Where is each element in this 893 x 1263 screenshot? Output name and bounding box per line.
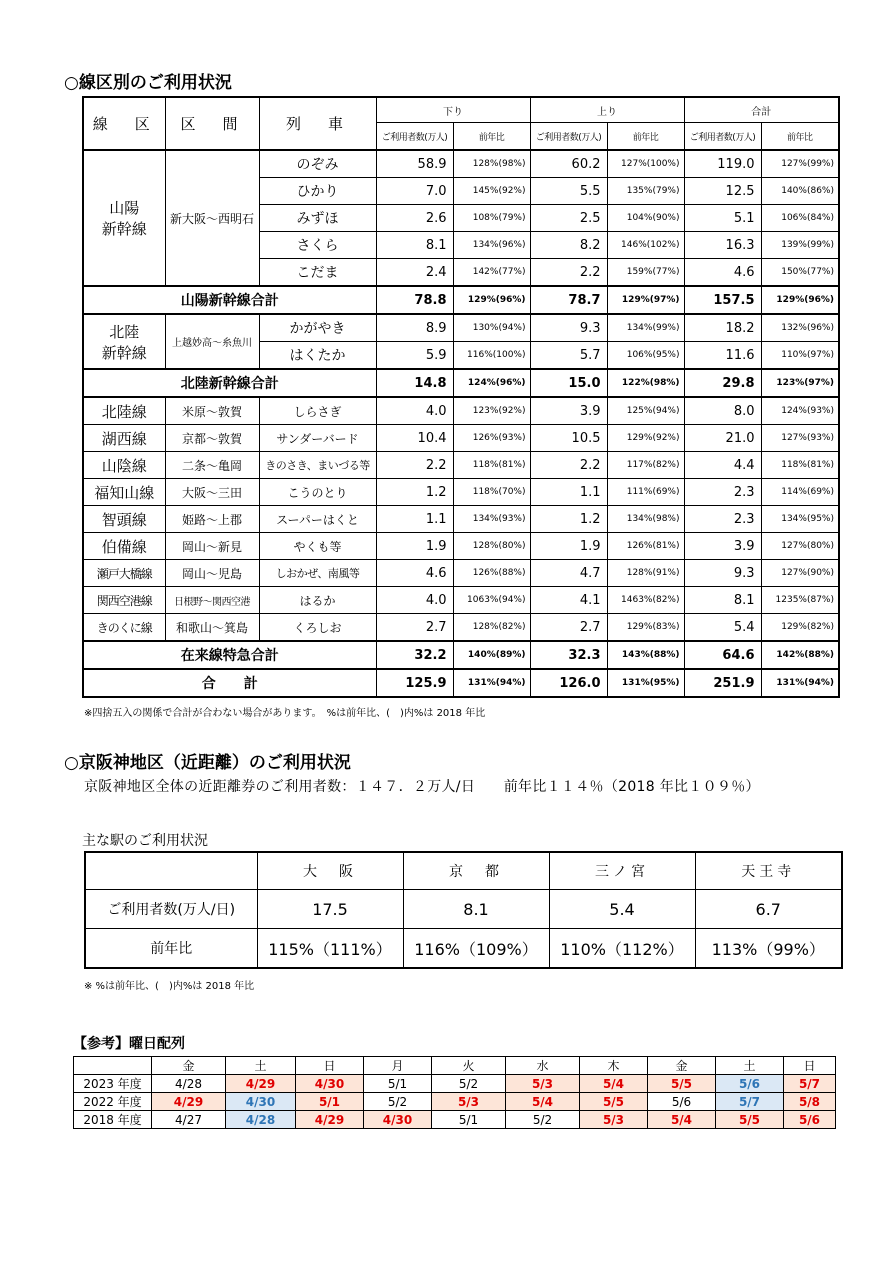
table-row bbox=[83, 560, 839, 587]
weekday-label: 土 bbox=[226, 1057, 296, 1075]
ratio-cell: 118%(81%) bbox=[761, 452, 839, 479]
date-cell: 4/29 bbox=[226, 1075, 296, 1093]
ratio-cell: 106%(95%) bbox=[607, 342, 684, 370]
station-usage-table bbox=[84, 851, 843, 969]
users-cell: 157.5 bbox=[684, 286, 761, 314]
ratio-cell: 134%(95%) bbox=[761, 506, 839, 533]
station-name: 三ノ宮 bbox=[549, 852, 695, 890]
table-row bbox=[83, 452, 839, 479]
header-ratio: 前年比 bbox=[761, 123, 839, 151]
users-cell: 3.9 bbox=[530, 397, 607, 425]
section2-note: ※ %は前年比、( )内%は 2018 年比 bbox=[84, 981, 255, 992]
station-ratio: 116%（109%） bbox=[403, 929, 549, 969]
train-name: はくたか bbox=[259, 342, 376, 370]
train-name: サンダーバード bbox=[259, 425, 376, 452]
users-cell: 21.0 bbox=[684, 425, 761, 452]
date-cell: 5/4 bbox=[506, 1093, 580, 1111]
ratio-cell: 143%(88%) bbox=[607, 641, 684, 669]
users-cell: 1.1 bbox=[530, 479, 607, 506]
header-section: 区 間 bbox=[165, 97, 259, 150]
date-cell: 4/29 bbox=[152, 1093, 226, 1111]
users-cell: 8.9 bbox=[376, 314, 453, 342]
ratio-cell: 130%(94%) bbox=[453, 314, 530, 342]
section3-title: 【参考】曜日配列 bbox=[73, 1036, 185, 1052]
users-cell: 10.5 bbox=[530, 425, 607, 452]
ratio-cell: 124%(96%) bbox=[453, 369, 530, 397]
ratio-cell: 128%(91%) bbox=[607, 560, 684, 587]
users-cell: 5.1 bbox=[684, 205, 761, 232]
users-cell: 2.2 bbox=[530, 259, 607, 287]
line-name: 北陸線 bbox=[83, 397, 165, 425]
subtotal-row bbox=[83, 641, 839, 669]
users-cell: 5.4 bbox=[684, 614, 761, 642]
ratio-cell: 116%(100%) bbox=[453, 342, 530, 370]
train-name: ひかり bbox=[259, 178, 376, 205]
date-cell: 5/2 bbox=[432, 1075, 506, 1093]
header-line: 線 区 bbox=[83, 97, 165, 150]
date-cell: 5/2 bbox=[506, 1111, 580, 1129]
ratio-cell: 129%(96%) bbox=[453, 286, 530, 314]
users-cell: 2.3 bbox=[684, 506, 761, 533]
ratio-cell: 1235%(87%) bbox=[761, 587, 839, 614]
year-label: 2022 年度 bbox=[74, 1093, 152, 1111]
users-cell: 32.2 bbox=[376, 641, 453, 669]
users-cell: 4.6 bbox=[376, 560, 453, 587]
ratio-cell: 127%(93%) bbox=[761, 425, 839, 452]
ratio-cell: 108%(79%) bbox=[453, 205, 530, 232]
date-cell: 5/8 bbox=[784, 1093, 836, 1111]
line-name: 湖西線 bbox=[83, 425, 165, 452]
ratio-cell: 128%(98%) bbox=[453, 150, 530, 178]
ratio-cell: 134%(96%) bbox=[453, 232, 530, 259]
line-name: 山陰線 bbox=[83, 452, 165, 479]
weekday-label: 金 bbox=[648, 1057, 716, 1075]
date-cell: 5/3 bbox=[432, 1093, 506, 1111]
year-label: 2023 年度 bbox=[74, 1075, 152, 1093]
section-name: 京都～敦賀 bbox=[165, 425, 259, 452]
subtotal-row bbox=[83, 286, 839, 314]
ratio-cell: 140%(86%) bbox=[761, 178, 839, 205]
users-cell: 78.7 bbox=[530, 286, 607, 314]
kyoto-osaka-summary: 京阪神地区全体の近距離券のご利用者数：１４７．２万人/日 前年比１１４％（2018 年比１０９％） bbox=[84, 779, 760, 795]
header-total: 合計 bbox=[684, 97, 839, 123]
weekday-label: 水 bbox=[506, 1057, 580, 1075]
weekday-label: 火 bbox=[432, 1057, 506, 1075]
ratio-cell: 126%(81%) bbox=[607, 533, 684, 560]
table-row bbox=[83, 506, 839, 533]
ratio-cell: 114%(69%) bbox=[761, 479, 839, 506]
station-ratio-row bbox=[85, 929, 842, 969]
section1-note: ※四捨五入の関係で合計が合わない場合があります。 %は前年比、( )内%は 2018 年比 bbox=[84, 708, 486, 719]
station-users: 6.7 bbox=[695, 890, 842, 929]
line-name: 山陽 新幹線 bbox=[83, 150, 165, 286]
users-cell: 8.0 bbox=[684, 397, 761, 425]
ratio-cell: 129%(83%) bbox=[607, 614, 684, 642]
date-cell: 5/3 bbox=[506, 1075, 580, 1093]
users-cell: 2.4 bbox=[376, 259, 453, 287]
weekday-label: 土 bbox=[716, 1057, 784, 1075]
ratio-cell: 131%(95%) bbox=[607, 669, 684, 697]
users-cell: 15.0 bbox=[530, 369, 607, 397]
ratio-cell: 142%(88%) bbox=[761, 641, 839, 669]
line-usage-table bbox=[82, 96, 840, 698]
users-cell: 9.3 bbox=[530, 314, 607, 342]
weekday-header-row bbox=[74, 1057, 836, 1075]
users-cell: 8.1 bbox=[684, 587, 761, 614]
users-cell: 1.2 bbox=[376, 479, 453, 506]
users-cell: 1.9 bbox=[530, 533, 607, 560]
date-cell: 4/30 bbox=[296, 1075, 364, 1093]
train-name: かがやき bbox=[259, 314, 376, 342]
section-name: 新大阪～西明石 bbox=[165, 150, 259, 286]
users-cell: 2.7 bbox=[376, 614, 453, 642]
users-cell: 2.3 bbox=[684, 479, 761, 506]
date-cell: 5/6 bbox=[784, 1111, 836, 1129]
users-cell: 5.9 bbox=[376, 342, 453, 370]
section-name: 大阪～三田 bbox=[165, 479, 259, 506]
users-cell: 2.6 bbox=[376, 205, 453, 232]
corner-cell bbox=[74, 1057, 152, 1075]
ratio-cell: 132%(96%) bbox=[761, 314, 839, 342]
station-users: 17.5 bbox=[257, 890, 403, 929]
year-label: 2018 年度 bbox=[74, 1111, 152, 1129]
date-cell: 5/6 bbox=[648, 1093, 716, 1111]
station-name: 京 都 bbox=[403, 852, 549, 890]
users-cell: 78.8 bbox=[376, 286, 453, 314]
users-cell: 8.1 bbox=[376, 232, 453, 259]
date-cell: 5/2 bbox=[364, 1093, 432, 1111]
table-row bbox=[83, 479, 839, 506]
users-cell: 9.3 bbox=[684, 560, 761, 587]
weekday-calendar-table bbox=[73, 1056, 836, 1129]
users-cell: 7.0 bbox=[376, 178, 453, 205]
line-name: 智頭線 bbox=[83, 506, 165, 533]
users-cell: 18.2 bbox=[684, 314, 761, 342]
date-cell: 4/27 bbox=[152, 1111, 226, 1129]
users-cell: 4.6 bbox=[684, 259, 761, 287]
ratio-cell: 135%(79%) bbox=[607, 178, 684, 205]
users-cell: 3.9 bbox=[684, 533, 761, 560]
ratio-cell: 125%(94%) bbox=[607, 397, 684, 425]
train-name: のぞみ bbox=[259, 150, 376, 178]
users-cell: 58.9 bbox=[376, 150, 453, 178]
ratio-cell: 131%(94%) bbox=[453, 669, 530, 697]
subtotal-row bbox=[83, 669, 839, 697]
header-ratio: 前年比 bbox=[453, 123, 530, 151]
line-name: 瀬戸大橋線 bbox=[83, 560, 165, 587]
table-row bbox=[83, 397, 839, 425]
ratio-cell: 117%(82%) bbox=[607, 452, 684, 479]
train-name: こうのとり bbox=[259, 479, 376, 506]
users-cell: 11.6 bbox=[684, 342, 761, 370]
station-ratio: 113%（99%） bbox=[695, 929, 842, 969]
station-users-row bbox=[85, 890, 842, 929]
section-name: 和歌山～箕島 bbox=[165, 614, 259, 642]
ratio-cell: 118%(70%) bbox=[453, 479, 530, 506]
ratio-cell: 131%(94%) bbox=[761, 669, 839, 697]
subtotal-label: 在来線特急合計 bbox=[83, 641, 376, 669]
ratio-cell: 1463%(82%) bbox=[607, 587, 684, 614]
date-cell: 5/5 bbox=[580, 1093, 648, 1111]
year-row bbox=[74, 1111, 836, 1129]
ratio-cell: 106%(84%) bbox=[761, 205, 839, 232]
users-cell: 5.7 bbox=[530, 342, 607, 370]
users-cell: 1.9 bbox=[376, 533, 453, 560]
section-name: 岡山～新見 bbox=[165, 533, 259, 560]
train-name: さくら bbox=[259, 232, 376, 259]
users-cell: 8.2 bbox=[530, 232, 607, 259]
table-row bbox=[83, 533, 839, 560]
section-name: 上越妙高～糸魚川 bbox=[165, 314, 259, 369]
users-cell: 14.8 bbox=[376, 369, 453, 397]
section-name: 日根野～関西空港 bbox=[165, 587, 259, 614]
ratio-cell: 123%(97%) bbox=[761, 369, 839, 397]
ratio-label: 前年比 bbox=[85, 929, 257, 969]
line-name: きのくに線 bbox=[83, 614, 165, 642]
subtotal-row bbox=[83, 369, 839, 397]
ratio-cell: 145%(92%) bbox=[453, 178, 530, 205]
table-row bbox=[83, 150, 839, 178]
line-name: 福知山線 bbox=[83, 479, 165, 506]
users-cell: 16.3 bbox=[684, 232, 761, 259]
users-cell: 1.1 bbox=[376, 506, 453, 533]
ratio-cell: 140%(89%) bbox=[453, 641, 530, 669]
ratio-cell: 124%(93%) bbox=[761, 397, 839, 425]
date-cell: 4/29 bbox=[296, 1111, 364, 1129]
users-cell: 32.3 bbox=[530, 641, 607, 669]
line-name: 関西空港線 bbox=[83, 587, 165, 614]
users-cell: 126.0 bbox=[530, 669, 607, 697]
users-cell: 119.0 bbox=[684, 150, 761, 178]
users-cell: 2.5 bbox=[530, 205, 607, 232]
train-name: こだま bbox=[259, 259, 376, 287]
ratio-cell: 159%(77%) bbox=[607, 259, 684, 287]
train-name: しらさぎ bbox=[259, 397, 376, 425]
train-name: きのさき、まいづる等 bbox=[259, 452, 376, 479]
table-row bbox=[83, 587, 839, 614]
date-cell: 5/3 bbox=[580, 1111, 648, 1129]
header-down: 下り bbox=[376, 97, 530, 123]
ratio-cell: 150%(77%) bbox=[761, 259, 839, 287]
ratio-cell: 110%(97%) bbox=[761, 342, 839, 370]
date-cell: 5/5 bbox=[716, 1111, 784, 1129]
table-row bbox=[83, 314, 839, 342]
ratio-cell: 118%(81%) bbox=[453, 452, 530, 479]
train-name: はるか bbox=[259, 587, 376, 614]
ratio-cell: 134%(99%) bbox=[607, 314, 684, 342]
corner-cell bbox=[85, 852, 257, 890]
header-users: ご利用者数(万人) bbox=[376, 123, 453, 151]
users-cell: 60.2 bbox=[530, 150, 607, 178]
date-cell: 4/30 bbox=[364, 1111, 432, 1129]
users-cell: 64.6 bbox=[684, 641, 761, 669]
station-ratio: 115%（111%） bbox=[257, 929, 403, 969]
ratio-cell: 129%(92%) bbox=[607, 425, 684, 452]
date-cell: 5/1 bbox=[296, 1093, 364, 1111]
ratio-cell: 139%(99%) bbox=[761, 232, 839, 259]
weekday-label: 金 bbox=[152, 1057, 226, 1075]
ratio-cell: 129%(97%) bbox=[607, 286, 684, 314]
ratio-cell: 134%(93%) bbox=[453, 506, 530, 533]
users-cell: 10.4 bbox=[376, 425, 453, 452]
section-name: 姫路～上郡 bbox=[165, 506, 259, 533]
station-ratio: 110%（112%） bbox=[549, 929, 695, 969]
year-row bbox=[74, 1093, 836, 1111]
subtotal-label: 合 計 bbox=[83, 669, 376, 697]
date-cell: 5/7 bbox=[716, 1093, 784, 1111]
users-cell: 5.5 bbox=[530, 178, 607, 205]
weekday-label: 月 bbox=[364, 1057, 432, 1075]
subtotal-label: 山陽新幹線合計 bbox=[83, 286, 376, 314]
train-name: スーパーはくと bbox=[259, 506, 376, 533]
date-cell: 4/30 bbox=[226, 1093, 296, 1111]
ratio-cell: 127%(80%) bbox=[761, 533, 839, 560]
ratio-cell: 123%(92%) bbox=[453, 397, 530, 425]
date-cell: 5/4 bbox=[648, 1111, 716, 1129]
date-cell: 5/1 bbox=[432, 1111, 506, 1129]
ratio-cell: 129%(82%) bbox=[761, 614, 839, 642]
users-cell: 4.1 bbox=[530, 587, 607, 614]
subtotal-label: 北陸新幹線合計 bbox=[83, 369, 376, 397]
ratio-cell: 127%(90%) bbox=[761, 560, 839, 587]
train-name: くろしお bbox=[259, 614, 376, 642]
train-name: みずほ bbox=[259, 205, 376, 232]
station-name: 天王寺 bbox=[695, 852, 842, 890]
header-ratio: 前年比 bbox=[607, 123, 684, 151]
users-cell: 12.5 bbox=[684, 178, 761, 205]
users-cell: 125.9 bbox=[376, 669, 453, 697]
station-name: 大 阪 bbox=[257, 852, 403, 890]
station-users: 8.1 bbox=[403, 890, 549, 929]
date-cell: 5/7 bbox=[784, 1075, 836, 1093]
ratio-cell: 127%(100%) bbox=[607, 150, 684, 178]
date-cell: 4/28 bbox=[152, 1075, 226, 1093]
header-users: ご利用者数(万人) bbox=[530, 123, 607, 151]
date-cell: 5/6 bbox=[716, 1075, 784, 1093]
section-name: 二条～亀岡 bbox=[165, 452, 259, 479]
weekday-label: 日 bbox=[784, 1057, 836, 1075]
users-label: ご利用者数(万人/日) bbox=[85, 890, 257, 929]
ratio-cell: 128%(82%) bbox=[453, 614, 530, 642]
weekday-label: 木 bbox=[580, 1057, 648, 1075]
stations-subtitle: 主な駅のご利用状況 bbox=[82, 833, 208, 849]
users-cell: 4.7 bbox=[530, 560, 607, 587]
ratio-cell: 134%(98%) bbox=[607, 506, 684, 533]
section1-title: ○線区別のご利用状況 bbox=[64, 73, 232, 93]
users-cell: 29.8 bbox=[684, 369, 761, 397]
ratio-cell: 104%(90%) bbox=[607, 205, 684, 232]
header-users: ご利用者数(万人) bbox=[684, 123, 761, 151]
users-cell: 4.0 bbox=[376, 587, 453, 614]
date-cell: 5/5 bbox=[648, 1075, 716, 1093]
ratio-cell: 122%(98%) bbox=[607, 369, 684, 397]
year-row bbox=[74, 1075, 836, 1093]
header-up: 上り bbox=[530, 97, 684, 123]
ratio-cell: 142%(77%) bbox=[453, 259, 530, 287]
section2-title: ○京阪神地区（近距離）のご利用状況 bbox=[64, 753, 351, 773]
table-row bbox=[83, 425, 839, 452]
station-users: 5.4 bbox=[549, 890, 695, 929]
section-name: 米原～敦賀 bbox=[165, 397, 259, 425]
line-name: 北陸 新幹線 bbox=[83, 314, 165, 369]
users-cell: 4.4 bbox=[684, 452, 761, 479]
ratio-cell: 111%(69%) bbox=[607, 479, 684, 506]
users-cell: 2.2 bbox=[376, 452, 453, 479]
ratio-cell: 127%(99%) bbox=[761, 150, 839, 178]
header-train: 列 車 bbox=[259, 97, 376, 150]
weekday-label: 日 bbox=[296, 1057, 364, 1075]
users-cell: 251.9 bbox=[684, 669, 761, 697]
users-cell: 2.7 bbox=[530, 614, 607, 642]
ratio-cell: 146%(102%) bbox=[607, 232, 684, 259]
date-cell: 4/28 bbox=[226, 1111, 296, 1129]
users-cell: 2.2 bbox=[530, 452, 607, 479]
ratio-cell: 129%(96%) bbox=[761, 286, 839, 314]
ratio-cell: 128%(80%) bbox=[453, 533, 530, 560]
ratio-cell: 1063%(94%) bbox=[453, 587, 530, 614]
table-row bbox=[83, 614, 839, 642]
date-cell: 5/4 bbox=[580, 1075, 648, 1093]
users-cell: 4.0 bbox=[376, 397, 453, 425]
ratio-cell: 126%(93%) bbox=[453, 425, 530, 452]
users-cell: 1.2 bbox=[530, 506, 607, 533]
date-cell: 5/1 bbox=[364, 1075, 432, 1093]
station-header-row bbox=[85, 852, 842, 890]
line-name: 伯備線 bbox=[83, 533, 165, 560]
train-name: しおかぜ、南風等 bbox=[259, 560, 376, 587]
train-name: やくも等 bbox=[259, 533, 376, 560]
ratio-cell: 126%(88%) bbox=[453, 560, 530, 587]
section-name: 岡山～児島 bbox=[165, 560, 259, 587]
